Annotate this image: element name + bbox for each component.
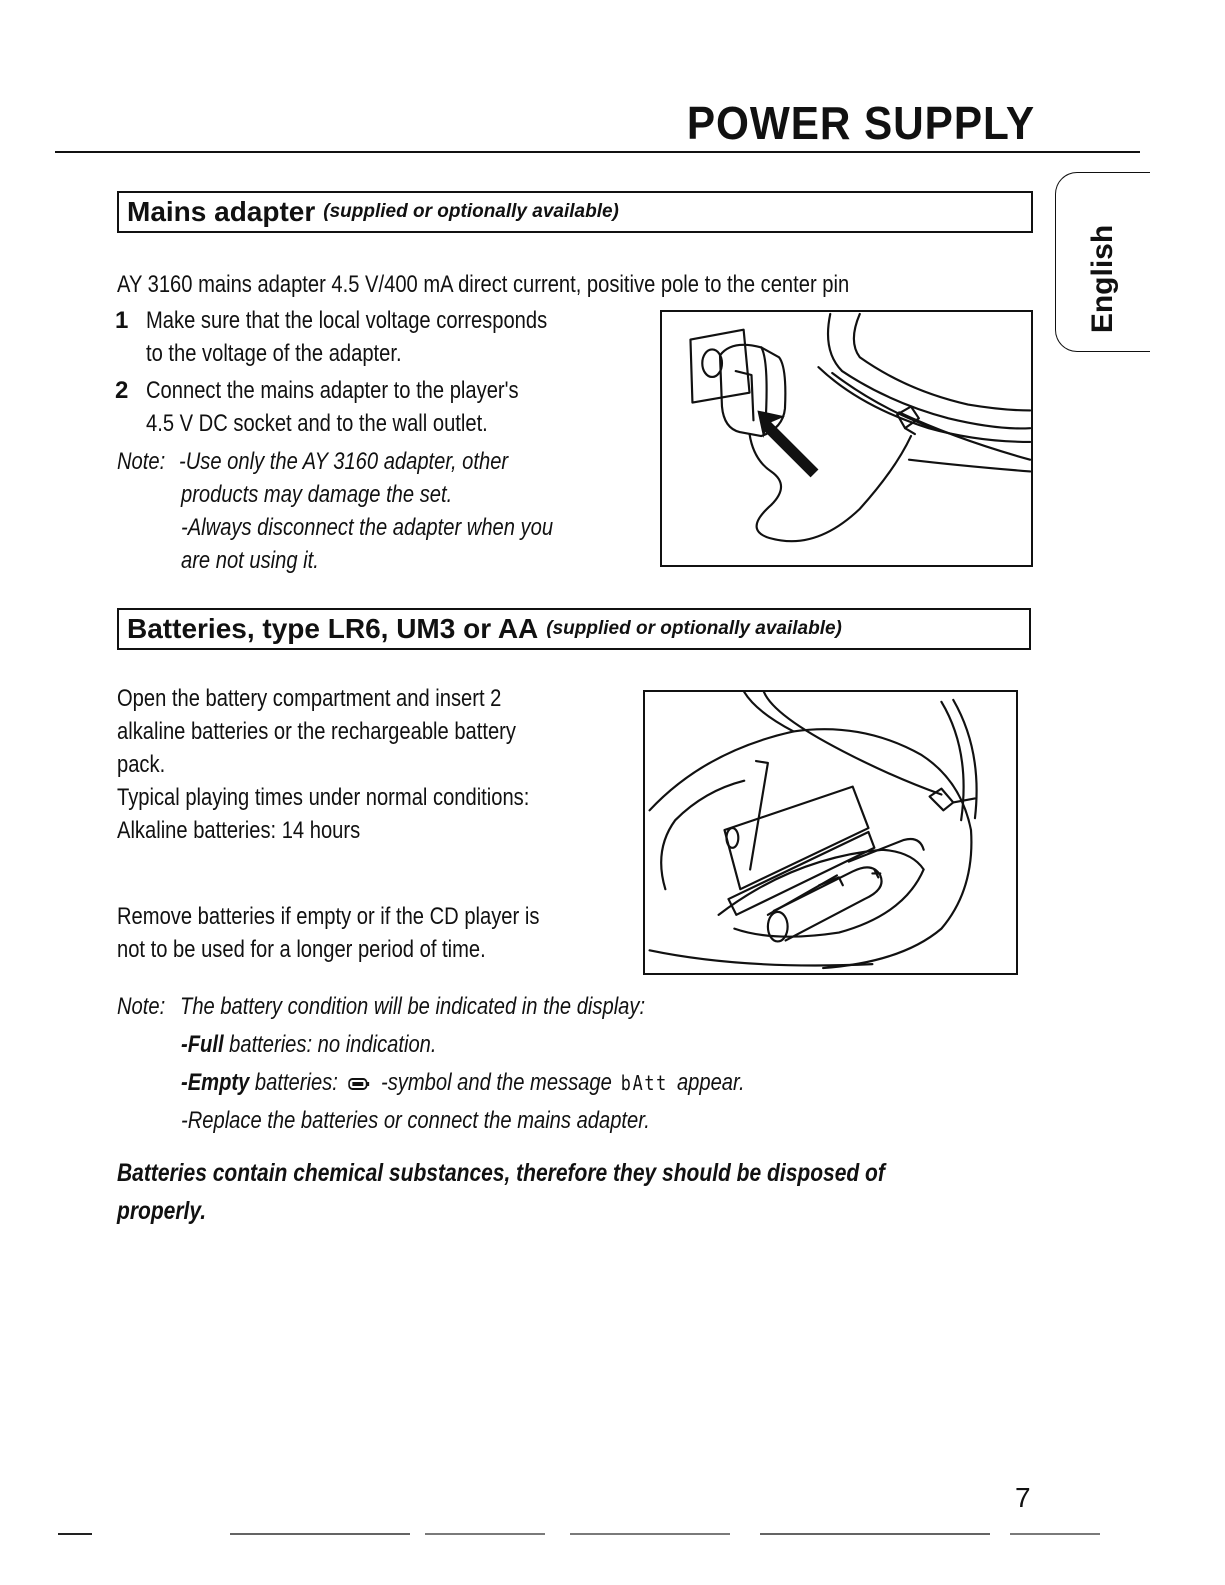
step1-line1: Make sure that the local voltage corresponds xyxy=(146,307,548,334)
battery-note-replace xyxy=(181,1104,739,1137)
batteries-p1-line3: pack. xyxy=(117,751,166,778)
adapter-illustration xyxy=(660,310,1033,567)
battery-symbol-icon xyxy=(349,1077,371,1091)
footer-dash xyxy=(425,1533,545,1535)
disposal-warning xyxy=(117,1154,1031,1230)
step1-number-text: 1 xyxy=(115,307,129,334)
page-title: POWER SUPPLY xyxy=(686,97,1035,149)
batteries-p1-line1: Open the battery compartment and insert 2 xyxy=(117,685,502,712)
battery-compartment-illustration xyxy=(643,690,1018,975)
batteries-p1-line4: Typical playing times under normal conditions: xyxy=(117,784,530,811)
batteries-p1-line2: alkaline batteries or the rechargeable battery xyxy=(117,718,516,745)
footer-dash xyxy=(230,1533,410,1535)
full-batteries-text: batteries: no indication. xyxy=(229,1031,437,1058)
mains-adapter-subheading: (supplied or optionally available) xyxy=(323,201,619,222)
step2-text xyxy=(146,374,590,440)
full-batteries-label: -Full xyxy=(181,1031,224,1058)
step1-text xyxy=(146,304,624,370)
empty-symbol-text: -symbol and the message xyxy=(380,1069,612,1096)
mains-note-line2: products may damage the set. xyxy=(181,481,453,508)
battery-drawing xyxy=(645,692,1016,973)
battery-note-label xyxy=(117,990,174,1023)
step2-number xyxy=(115,374,145,407)
step2-line2: 4.5 V DC socket and to the wall outlet. xyxy=(146,410,488,437)
empty-batteries-label: -Empty xyxy=(181,1069,250,1096)
batteries-p2-line1: Remove batteries if empty or if the CD player is xyxy=(117,903,540,930)
battery-note-line1 xyxy=(180,990,734,1023)
mains-note-line1: -Use only the AY 3160 adapter, other xyxy=(179,448,509,475)
batteries-heading-box xyxy=(117,608,1031,650)
batteries-p2-line2: not to be used for a longer period of time. xyxy=(117,936,486,963)
footer-dash xyxy=(1010,1533,1100,1535)
battery-note-line1-text: The battery condition will be indicated in the display: xyxy=(180,993,646,1020)
mains-spec-text: AY 3160 mains adapter 4.5 V/400 mA direct current, positive pole to the center pin xyxy=(117,271,850,298)
battery-note-label-text: Note: xyxy=(117,993,166,1020)
batteries-p1-line5: Alkaline batteries: 14 hours xyxy=(117,817,361,844)
title-rule xyxy=(55,151,1140,153)
battery-note-empty xyxy=(181,1066,852,1100)
battery-note-full xyxy=(181,1028,485,1061)
step2-line1: Connect the mains adapter to the player's xyxy=(146,377,519,404)
warning-line1: Batteries contain chemical substances, therefore they should be disposed of xyxy=(117,1159,885,1187)
step1-line2: to the voltage of the adapter. xyxy=(146,340,402,367)
mains-note-line4: are not using it. xyxy=(181,547,319,574)
footer-dash xyxy=(58,1533,92,1535)
adapter-drawing xyxy=(662,312,1031,565)
step2-number-text: 2 xyxy=(115,377,129,404)
batteries-instructions xyxy=(117,682,608,847)
step1-number xyxy=(115,304,145,337)
empty-batteries-text: batteries: xyxy=(254,1069,338,1096)
batteries-removal xyxy=(117,900,620,966)
batteries-subheading: (supplied or optionally available) xyxy=(546,618,842,639)
mains-note-label xyxy=(117,445,174,478)
replace-text: -Replace the batteries or connect the mains adapter. xyxy=(181,1107,650,1134)
batteries-heading: Batteries, type LR6, UM3 or AA xyxy=(127,613,539,644)
footer-dash xyxy=(570,1533,730,1535)
display-message: bAtt xyxy=(620,1071,668,1095)
mains-spec xyxy=(117,268,989,301)
footer-dash xyxy=(760,1533,990,1535)
empty-end-text: appear. xyxy=(676,1069,745,1096)
mains-adapter-heading-box xyxy=(117,191,1033,233)
page-number: 7 xyxy=(1015,1482,1031,1513)
mains-note-label-text: Note: xyxy=(117,448,166,475)
language-tab-label: English xyxy=(1086,224,1119,334)
mains-adapter-heading: Mains adapter xyxy=(127,196,316,227)
mains-note xyxy=(181,445,624,577)
mains-note-line3: -Always disconnect the adapter when you xyxy=(181,514,554,541)
warning-line2: properly. xyxy=(117,1197,207,1225)
